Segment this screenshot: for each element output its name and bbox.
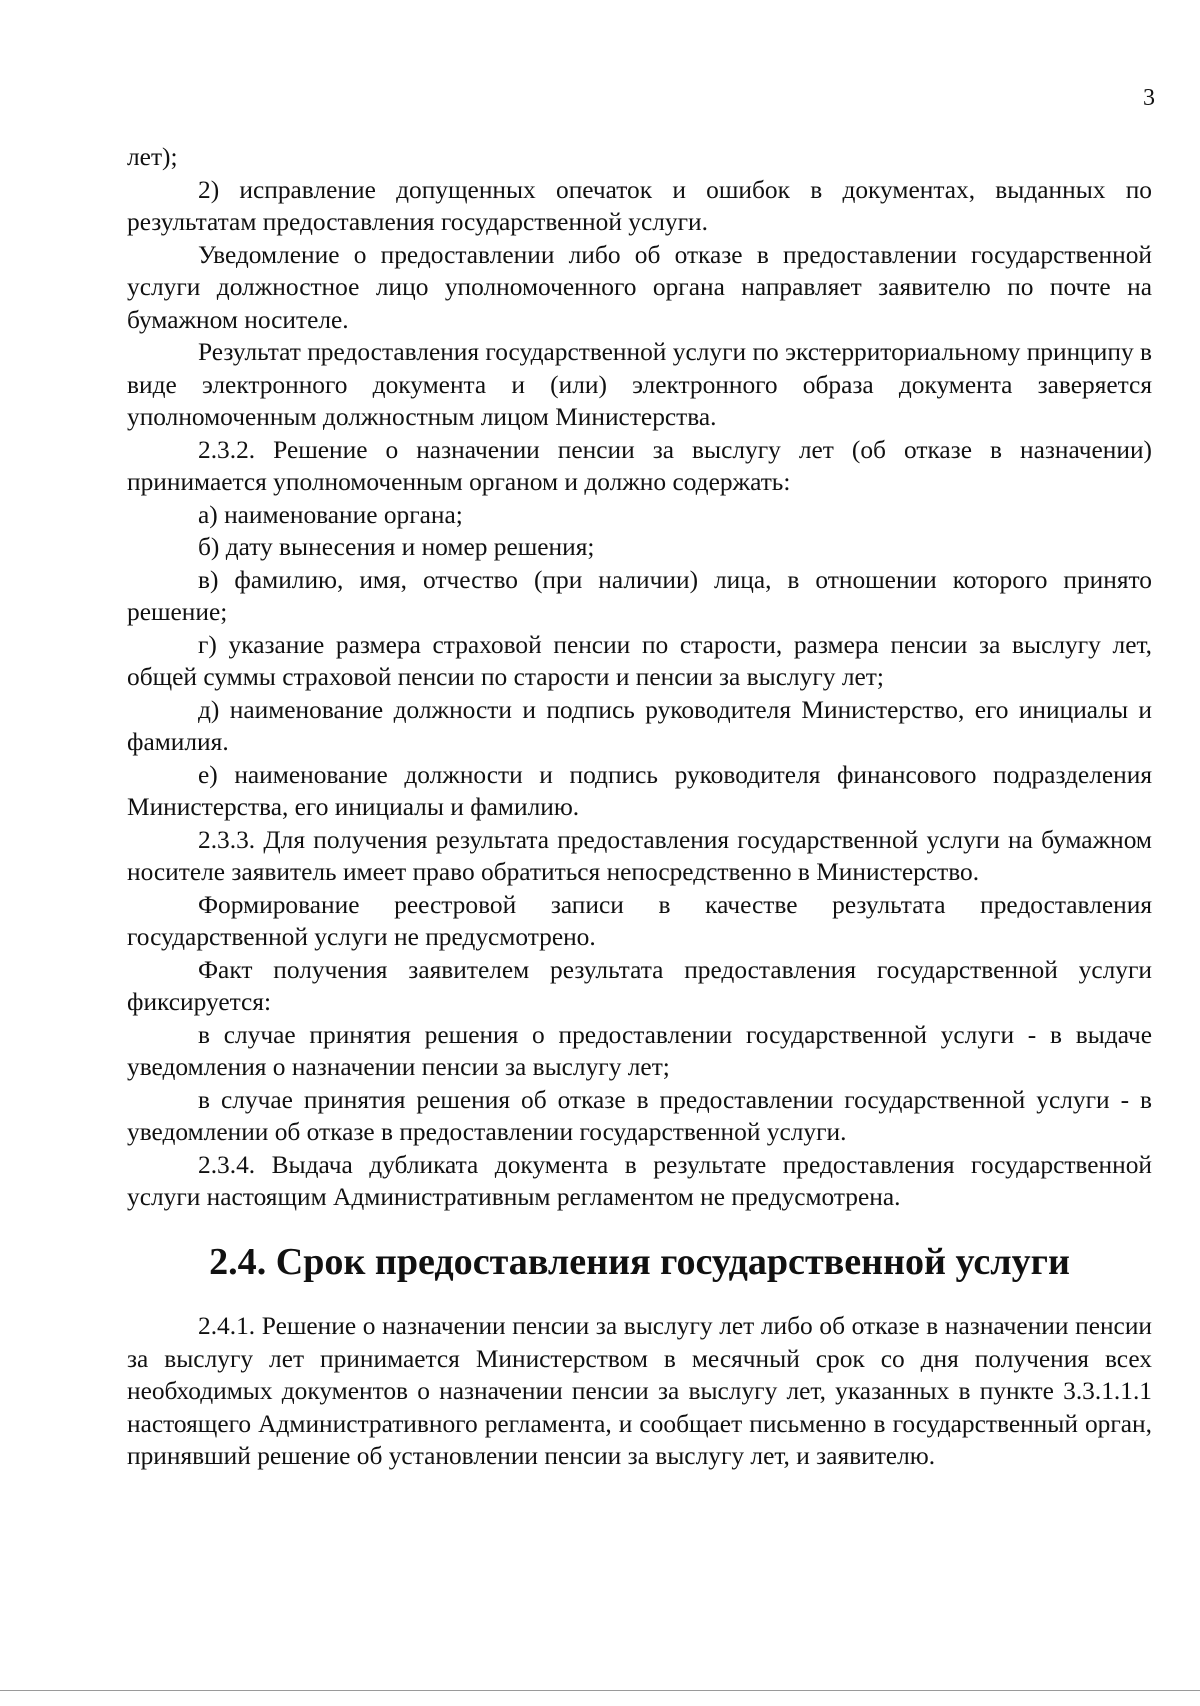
list-item: д) наименование должности и подпись руководителя Министерство, его инициалы и фамилия.: [127, 695, 1152, 756]
page-bottom-edge: [0, 1690, 1200, 1691]
paragraph: 2) исправление допущенных опечаток и ошибок в документах, выданных по результатам предоставления государственной услуги.: [127, 175, 1152, 236]
paragraph: 2.3.4. Выдача дубликата документа в результате предоставления государственной услуги настоящим Административным регламентом не предусмотрена.: [127, 1150, 1152, 1211]
list-item: в) фамилию, имя, отчество (при наличии) лица, в отношении которого принято решение;: [127, 565, 1152, 626]
paragraph: Формирование реестровой записи в качестве результата предоставления государственной услуги не предусмотрено.: [127, 890, 1152, 951]
paragraph: Уведомление о предоставлении либо об отказе в предоставлении государственной услуги должностное лицо уполномоченного органа направляет заявителю по почте на бумажном носителе.: [127, 240, 1152, 334]
list-item: г) указание размера страховой пенсии по старости, размера пенсии за выслугу лет, общей суммы страховой пенсии по старости и пенсии за выслугу лет;: [127, 630, 1152, 691]
paragraph: 2.4.1. Решение о назначении пенсии за выслугу лет либо об отказе в назначении пенсии за выслугу лет принимается Министерством в месячный срок со дня получения всех необходимых документов о назначении пенсии за выслугу лет, указанных в пункте 3.3.1.1.1 настоящего Административного регламента, и сообщает письменно в государственный орган, принявший решение об установлении пенсии за выслугу лет, и заявителю.: [127, 1312, 1152, 1470]
list-item: а) наименование органа;: [198, 500, 463, 529]
paragraph: Результат предоставления государственной услуги по экстерриториальному принципу в виде электронного документа и (или) электронного образа документа заверяется уполномоченным должностным лицом Министерства.: [127, 338, 1152, 431]
paragraph: 2.3.3. Для получения результата предоставления государственной услуги на бумажном носителе заявитель имеет право обратиться непосредственно в Министерство.: [127, 825, 1152, 886]
paragraph: 2.3.2. Решение о назначении пенсии за выслугу лет (об отказе в назначении) принимается уполномоченным органом и должно содержать:: [127, 435, 1152, 496]
section-heading: 2.4. Срок предоставления государственной услуги: [209, 1240, 1070, 1283]
list-item: е) наименование должности и подпись руководителя финансового подразделения Министерства, его инициалы и фамилию.: [127, 760, 1152, 821]
paragraph: лет);: [127, 143, 178, 171]
list-item: б) дату вынесения и номер решения;: [198, 533, 595, 561]
paragraph: в случае принятия решения об отказе в предоставлении государственной услуги - в уведомлении об отказе в предоставлении государственной услуги.: [127, 1085, 1152, 1146]
document-body: [127, 141, 1152, 1473]
page-number: 3: [1143, 85, 1155, 111]
paragraph: в случае принятия решения о предоставлении государственной услуги - в выдаче уведомления о назначении пенсии за выслугу лет;: [127, 1020, 1152, 1081]
paragraph: Факт получения заявителем результата предоставления государственной услуги фиксируется:: [127, 955, 1152, 1016]
